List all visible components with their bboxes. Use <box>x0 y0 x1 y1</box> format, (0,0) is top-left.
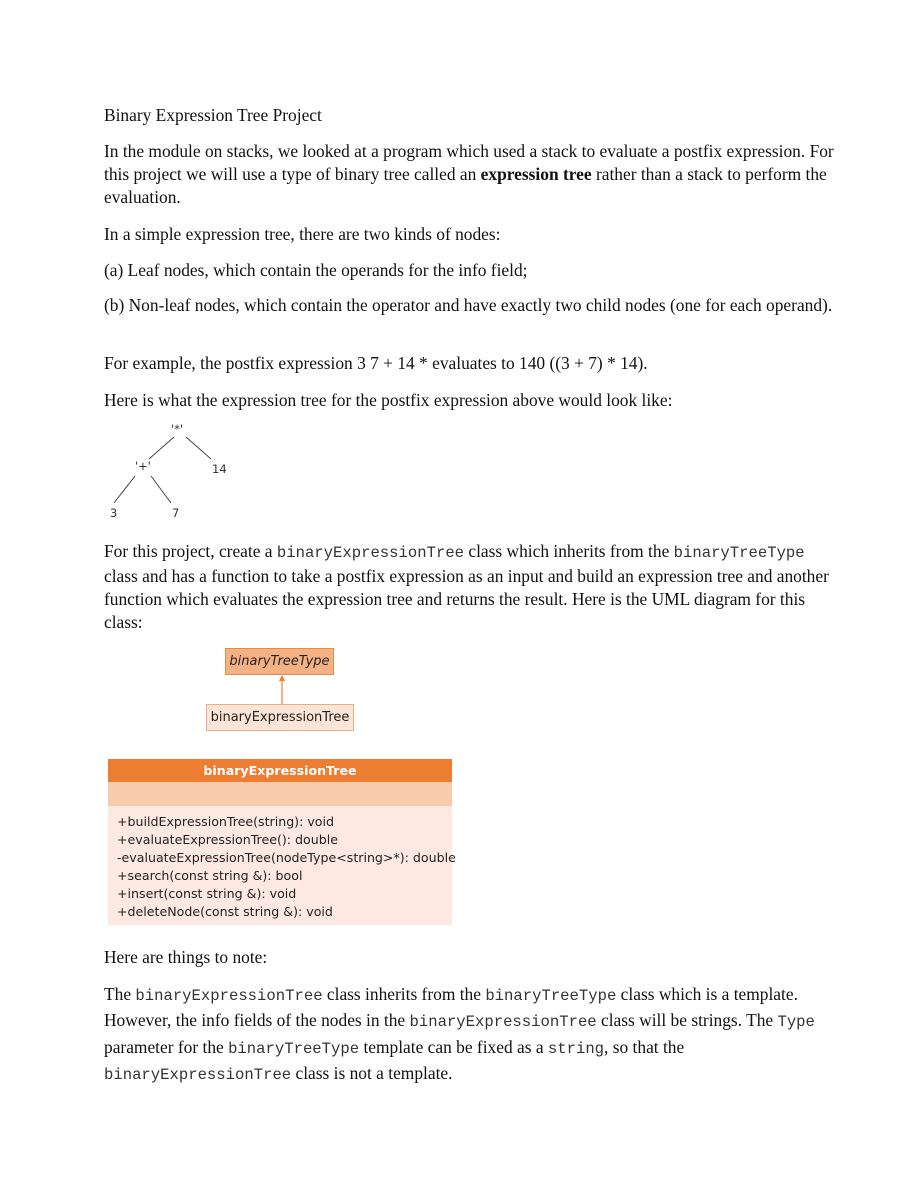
notes-intro-paragraph: Here are things to note: <box>104 947 268 967</box>
kind-a-paragraph: (a) Leaf nodes, which contain the operands for the info field; <box>104 260 528 280</box>
code-binaryTreeType: binaryTreeType <box>228 1039 360 1058</box>
intro-text-2: rather than a stack to perform the evaluation. <box>104 164 827 207</box>
code-binaryExpressionTree: binaryExpressionTree <box>104 1065 292 1084</box>
expression-tree-diagram <box>104 424 244 524</box>
edge-root-plus <box>149 437 174 459</box>
uml-operation: +deleteNode(const string &): void <box>117 904 333 920</box>
note-text-3: class which is a template. However, the info fields of the nodes in the <box>104 984 798 1031</box>
edge-plus-7 <box>151 476 171 503</box>
code-string: string <box>547 1039 605 1058</box>
uml-operation: +buildExpressionTree(string): void <box>117 814 334 829</box>
code-binaryTreeType: binaryTreeType <box>485 987 617 1005</box>
note-text-6: template can be fixed as a <box>359 1036 548 1057</box>
uml-class-name: binaryExpressionTree <box>108 759 452 782</box>
uml-operation: -evaluateExpressionTree(nodeType<string>*): double <box>117 850 456 866</box>
intro-text-1: In the module on stacks, we looked at a program which used a stack to evaluate a postfix expression. For this project we will use a type of binary tree called an <box>104 141 834 184</box>
code-binaryExpressionTree: binaryExpressionTree <box>409 1013 597 1032</box>
note-text-2: class inherits from the <box>322 984 486 1004</box>
edge-root-14 <box>186 437 211 459</box>
project-paragraph <box>104 540 834 634</box>
kinds-intro-paragraph: In a simple expression tree, there are two kinds of nodes: <box>104 224 501 244</box>
uml-child-class: binaryExpressionTree <box>206 704 354 731</box>
note-text-1: The <box>104 984 136 1004</box>
intro-bold-term: expression tree <box>480 164 592 184</box>
node-7: 7 <box>172 506 180 520</box>
uml-operations-section <box>108 806 456 925</box>
document-title: Binary Expression Tree Project <box>104 105 322 125</box>
example-paragraph: For example, the postfix expression 3 7 + 14 * evaluates to 140 ((3 + 7) * 14). <box>104 353 648 373</box>
node-root-multiply: '*' <box>171 422 184 436</box>
code-binaryTreeType: binaryTreeType <box>673 544 805 562</box>
uml-operation: +search(const string &): bool <box>117 868 303 884</box>
project-text-1: For this project, create a <box>104 541 277 561</box>
note-paragraph <box>104 982 819 1087</box>
tree-intro-paragraph: Here is what the expression tree for the postfix expression above would look like: <box>104 390 673 410</box>
edge-plus-3 <box>114 476 135 503</box>
note-text-5: parameter for the <box>104 1036 229 1057</box>
intro-paragraph <box>104 140 834 209</box>
inheritance-arrow-icon <box>276 675 288 705</box>
uml-operation: +insert(const string &): void <box>117 886 297 902</box>
node-14: 14 <box>212 462 227 476</box>
note-text-7: , so that the <box>604 1036 685 1057</box>
note-text-4: class will be strings. The <box>596 1010 778 1031</box>
project-text-2: class which inherits from the <box>464 541 674 561</box>
kind-b-paragraph: (b) Non-leaf nodes, which contain the operator and have exactly two child nodes (one for each operand). <box>104 295 833 315</box>
code-Type: Type <box>777 1013 815 1032</box>
note-text-8: class is not a template. <box>291 1062 453 1083</box>
uml-class-box <box>108 759 456 925</box>
uml-parent-class: binaryTreeType <box>225 648 334 675</box>
node-3: 3 <box>110 506 118 520</box>
uml-operation: +evaluateExpressionTree(): double <box>117 832 338 848</box>
uml-attributes-section <box>108 782 452 806</box>
code-binaryExpressionTree: binaryExpressionTree <box>276 544 465 562</box>
node-plus: '+' <box>135 459 151 473</box>
project-text-3: class and has a function to take a postfix expression as an input and build an expression tree and another function which evaluates the expression tree and returns the result. Here is the UML diagram for this class: <box>104 566 829 632</box>
code-binaryExpressionTree: binaryExpressionTree <box>135 987 323 1005</box>
